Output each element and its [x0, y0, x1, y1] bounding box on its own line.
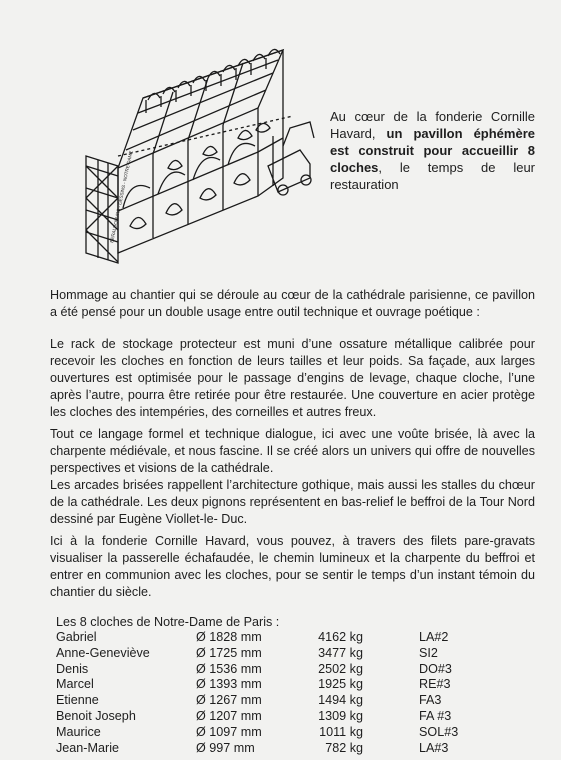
bell-mass: 2502 kg: [318, 661, 363, 676]
paragraph-fonderie: Ici à la fonderie Cornille Havard, vous pouvez, à travers des filets pare-gravats visualiser la passerelle échafaudée, le chemin lumineux et la charpente du beffroi et entrer en communion avec les cloches, pour se sentir le temps d’un instant témoin du chantier du siècle.: [50, 534, 535, 599]
table-row: [56, 693, 489, 709]
bells-list-title: Les 8 cloches de Notre-Dame de Paris :: [56, 615, 280, 629]
bell-diameter: Ø 1097 mm: [196, 724, 262, 739]
bell-note: RE#3: [419, 677, 451, 692]
paragraph-hommage: Hommage au chantier qui se déroule au cœur de la cathédrale parisienne, ce pavillon a été pensé pour un double usage entre outil technique et ouvrage poétique :: [50, 288, 535, 319]
bell-name: Jean-Marie: [56, 740, 119, 755]
bell-name: Gabriel: [56, 630, 97, 644]
table-row: [56, 662, 489, 678]
intro-highlight: un pavillon éphémère est construit pour accueillir 8 cloches: [330, 126, 535, 175]
bell-note: LA#3: [419, 740, 449, 755]
sketch-caption: BERALDODVRS - DESSINS - NOTRE-DAME: [109, 150, 134, 244]
bell-diameter: Ø 997 mm: [196, 740, 255, 755]
bell-note: FA #3: [419, 708, 452, 723]
bell-name: Denis: [56, 661, 89, 676]
bell-name: Benoit Joseph: [56, 708, 136, 723]
intro-paragraph: [330, 108, 535, 193]
table-row: [56, 677, 489, 693]
bell-note: FA3: [419, 693, 442, 708]
bell-note: SOL#3: [419, 724, 459, 739]
bells-table: [56, 630, 489, 756]
intro-text: Au cœur de la fonderie Cornille Havard,: [330, 109, 535, 141]
bell-name: Maurice: [56, 724, 101, 739]
bell-name: Marcel: [56, 677, 94, 692]
bell-note: LA#2: [419, 630, 449, 644]
bell-mass: 1011 kg: [319, 724, 363, 739]
bell-mass: 782 kg: [325, 740, 363, 755]
table-row: [56, 630, 489, 646]
paragraph-rack: Le rack de stockage protecteur est muni d’une ossature métallique calibrée pour recevoir les cloches en fonction de leurs tailles et leur poids. Sa façade, aux larges ouvertures est optimisée pour le passage d’engins de levage, chaque cloche, l’une après l’autre, pourra être retirée pour être restaurée. Une couverture en acier protège les cloches des intempéries, des corneilles et autres freux.: [50, 337, 535, 419]
bell-mass: 1309 kg: [318, 708, 363, 723]
bell-diameter: Ø 1536 mm: [196, 661, 262, 676]
bell-mass: 4162 kg: [318, 630, 363, 644]
bell-diameter: Ø 1207 mm: [196, 708, 262, 723]
bell-name: Etienne: [56, 693, 99, 708]
bell-diameter: Ø 1828 mm: [196, 630, 262, 644]
table-row: [56, 709, 489, 725]
bell-diameter: Ø 1725 mm: [196, 645, 262, 660]
bell-note: SI2: [419, 645, 438, 660]
intro-text-end: , le temps de leur restauration: [330, 160, 535, 192]
bell-diameter: Ø 1267 mm: [196, 693, 262, 708]
table-row: [56, 725, 489, 741]
table-row: [56, 646, 489, 662]
paragraph-arcades: Les arcades brisées rappellent l’architecture gothique, mais aussi les stalles du chœur de la cathédrale. Les deux pignons représentent en bas-relief le beffroi de la Tour Nord dessiné par Eugène Viollet-le- Duc.: [50, 478, 535, 526]
pavilion-sketch: [78, 38, 328, 278]
paragraph-dialogue: Tout ce langage formel et technique dialogue, ici avec une voûte brisée, là avec la charpente médiévale, et nous fascine. Il se créé alors un univers qui offre de nouvelles perspectives et visions de la cathédrale.: [50, 427, 535, 475]
bell-mass: 1494 kg: [318, 693, 363, 708]
bell-mass: 3477 kg: [318, 645, 363, 660]
bell-diameter: Ø 1393 mm: [196, 677, 262, 692]
bell-note: DO#3: [419, 661, 452, 676]
bell-name: Anne-Geneviève: [56, 645, 150, 660]
table-row: [56, 741, 489, 757]
bell-mass: 1925 kg: [318, 677, 363, 692]
